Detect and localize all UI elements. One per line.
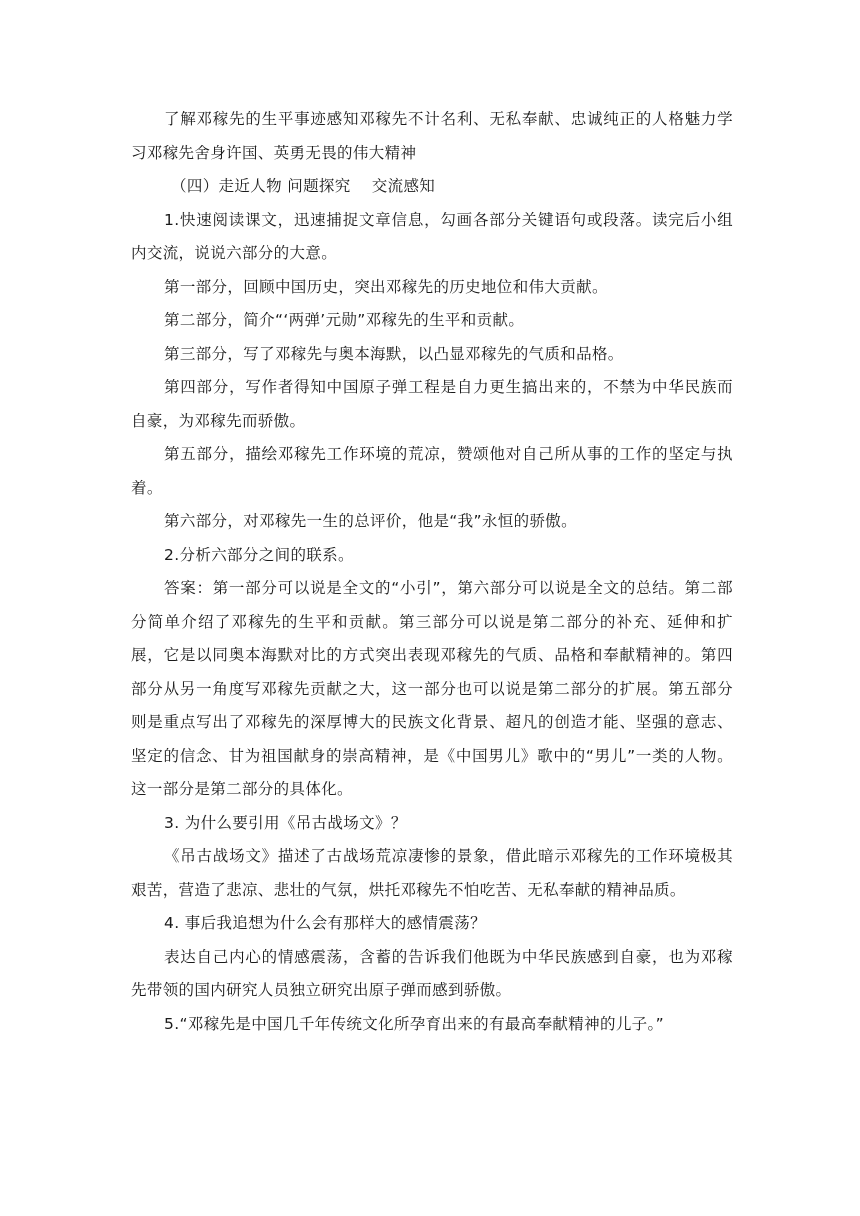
- question-2: 2.分析六部分之间的联系。: [164, 545, 354, 564]
- question-3: 3. 为什么要引用《吊古战场文》？: [164, 813, 407, 832]
- question-4: 4. 事后我追想为什么会有那样大的感情震荡？: [164, 914, 486, 932]
- answer-2: 答案：第一部分可以说是全文的“小引”，第六部分可以说是全文的总结。第二部分简单介绍了邓稼先的生平和贡献。第三部分可以说是第二部分的补充、延伸和扩展，它是以同奥本海默对比的方式突出表现邓稼先的气质、品格和奉献精神的。第四部分从另一角度写邓稼先贡献之大，这一部分也可以说是第二部分的扩展。第五部分则是重点写出了邓稼先的深厚博大的民族文化背景、超凡的创造才能、坚强的意志、坚定的信念、甘为祖国献身的崇高精神，是《中国男儿》歌中的“男儿”一类的人物。这一部分是第二部分的具体化。: [131, 579, 733, 798]
- part-2-summary: 第二部分，简介“‘两弹’元勋”邓稼先的生平和贡献。: [164, 311, 525, 329]
- question-1: 1.快速阅读课文，迅速捕捉文章信息，勾画各部分关键语句或段落。读完后小组内交流，说说六部分的大意。: [131, 210, 733, 262]
- section-heading: （四）走近人物 问题探究 交流感知: [171, 177, 436, 195]
- paragraph-objectives: 了解邓稼先的生平事迹感知邓稼先不计名利、无私奉献、忠诚纯正的人格魅力学习邓稼先舍身许国、英勇无畏的伟大精神: [131, 110, 733, 162]
- answer-3: 《吊古战场文》描述了古战场荒凉凄惨的景象，借此暗示邓稼先的工作环境极其艰苦，营造了悲凉、悲壮的气氛，烘托邓稼先不怕吃苦、无私奉献的精神品质。: [131, 847, 733, 899]
- part-1-summary: 第一部分，回顾中国历史，突出邓稼先的历史地位和伟大贡献。: [164, 277, 608, 296]
- question-5: 5.“邓稼先是中国几千年传统文化所孕育出来的有最高奉献精神的儿子。”: [164, 1014, 665, 1033]
- part-4-summary: 第四部分，写作者得知中国原子弹工程是自力更生搞出来的，不禁为中华民族而自豪，为邓稼先而骄傲。: [131, 378, 733, 430]
- part-3-summary: 第三部分，写了邓稼先与奥本海默，以凸显邓稼先的气质和品格。: [164, 344, 624, 363]
- part-5-summary: 第五部分，描绘邓稼先工作环境的荒凉，赞颂他对自己所从事的工作的坚定与执着。: [131, 445, 733, 497]
- answer-4: 表达自己内心的情感震荡，含蓄的告诉我们他既为中华民族感到自豪，也为邓稼先带领的国内研究人员独立研究出原子弹而感到骄傲。: [131, 947, 733, 999]
- part-6-summary: 第六部分，对邓稼先一生的总评价，他是“我”永恒的骄傲。: [164, 512, 578, 530]
- document-body: [131, 103, 733, 1041]
